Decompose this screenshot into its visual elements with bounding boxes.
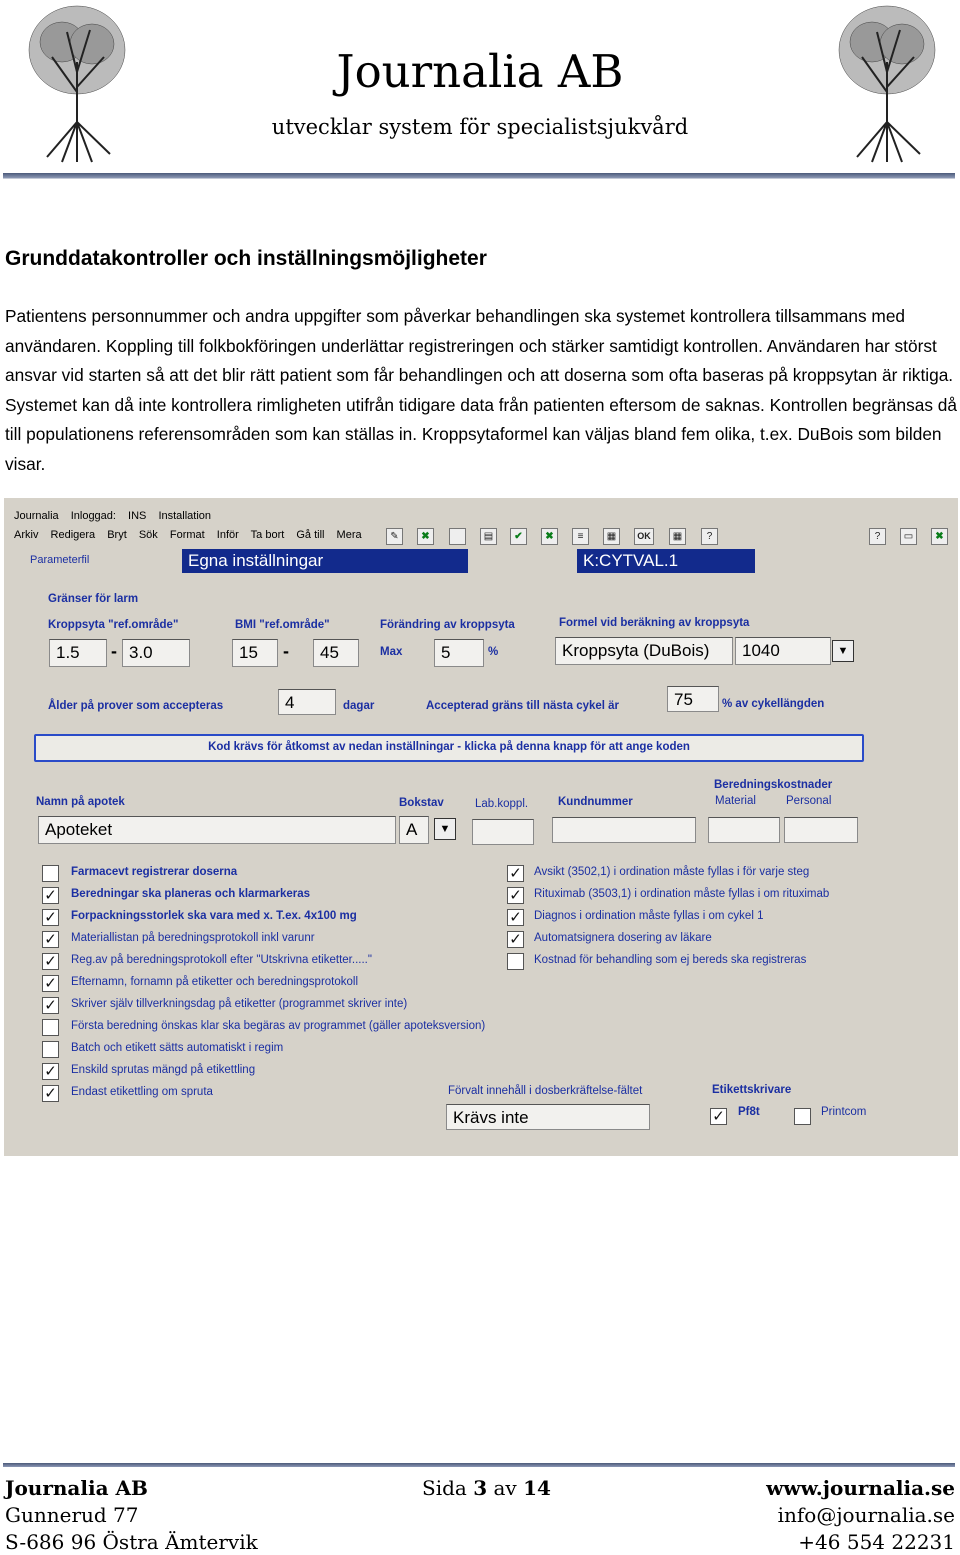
- footer-page-number: [422, 1475, 551, 1501]
- check-icon: ✓: [44, 997, 57, 1014]
- preset-content-field[interactable]: Krävs inte: [446, 1104, 650, 1130]
- left-checkbox[interactable]: [42, 931, 59, 948]
- right-checkbox-label: Avsikt (3502,1) i ordination måste fyllas i för varje steg: [534, 866, 810, 878]
- menu-bar: [14, 525, 371, 545]
- formula-select[interactable]: Kroppsyta (DuBois): [555, 637, 733, 665]
- print-icon[interactable]: ▤: [480, 528, 497, 545]
- header-rule: [3, 173, 955, 178]
- material-label: Material: [715, 795, 756, 807]
- settings-screenshot: [4, 498, 958, 1156]
- lab-link-field[interactable]: [472, 819, 534, 845]
- pf8t-checkbox[interactable]: [710, 1108, 727, 1125]
- minimize-icon[interactable]: ▭: [900, 528, 917, 545]
- bsa-change-field[interactable]: 5: [434, 639, 484, 667]
- app-title-bar: [14, 506, 220, 526]
- edit-icon[interactable]: ✎: [386, 528, 403, 545]
- check-icon: ✓: [509, 865, 522, 882]
- check-icon: ✓: [44, 975, 57, 992]
- help-icon-right[interactable]: ?: [869, 528, 886, 545]
- page-sep: av: [493, 1476, 517, 1500]
- lab-link-label: Lab.koppl.: [475, 798, 529, 810]
- body-paragraph: Patientens personnummer och andra uppgifter som påverkar behandlingen ska systemet kontrollera tillsammans med användaren. Koppling till folkbokföringen underlättar registreringen och stärker samtidigt kontrollen. Användaren har störst ansvar vid starten så att det blir rätt patient som får behandlingen och att doserna som ofta baseras på kroppsytan är riktiga. Systemet kan då inte kontrollera rimligheten utifrån tidigare data från patienten eftersom de saknas. Kontrollen begränsas då till populationens referensområden som kan ställas in. Kroppsytaformel kan väljas bland fem olika, t.ex. DuBois som bilden visar.: [5, 306, 957, 474]
- personal-label: Personal: [786, 795, 832, 807]
- personal-cost-field[interactable]: [784, 817, 858, 843]
- menu-arkiv[interactable]: Arkiv: [14, 529, 39, 541]
- percent-label: %: [488, 646, 499, 658]
- app-name: Journalia: [14, 510, 59, 522]
- page-current: 3: [473, 1476, 488, 1500]
- right-checkbox-label: Rituximab (3503,1) i ordination måste fyllas i om rituximab: [534, 888, 830, 900]
- max-label: Max: [380, 646, 403, 658]
- left-checkbox[interactable]: [42, 1063, 59, 1080]
- check-icon: ✓: [44, 1063, 57, 1080]
- cycle-length-label: % av cykellängden: [722, 698, 825, 710]
- check-icon: ✓: [712, 1108, 725, 1125]
- close-icon[interactable]: ✖: [931, 528, 948, 545]
- right-checkbox[interactable]: [507, 931, 524, 948]
- left-checkbox[interactable]: [42, 1085, 59, 1102]
- param-code-bar: K:CYTVAL.1: [577, 549, 755, 573]
- right-checkbox[interactable]: [507, 953, 524, 970]
- sample-age-label: Ålder på prover som accepteras: [48, 700, 224, 712]
- left-checkbox-label: Batch och etikett sätts automatiskt i regim: [71, 1042, 284, 1054]
- footer-website[interactable]: www.journalia.se: [766, 1476, 955, 1500]
- formula-label: Formel vid beräkning av kroppsyta: [559, 617, 750, 629]
- help-icon[interactable]: ?: [701, 528, 718, 545]
- user-code: INS: [128, 510, 147, 522]
- bsa-range-label: Kroppsyta "ref.område": [48, 619, 179, 631]
- label-printer-heading: Etikettskrivare: [712, 1084, 792, 1096]
- range-dash: -: [283, 641, 289, 661]
- footer-company: Journalia AB: [5, 1476, 148, 1500]
- ok-button[interactable]: OK: [634, 528, 654, 545]
- pharmacy-label: Namn på apotek: [36, 796, 125, 808]
- bmi-min-field[interactable]: 15: [232, 639, 278, 667]
- footer-street: Gunnerud 77: [5, 1503, 139, 1527]
- left-checkbox[interactable]: [42, 909, 59, 926]
- param-file-label: Parameterfil: [30, 554, 90, 566]
- grid-icon[interactable]: ▦: [669, 528, 686, 545]
- param-title-bar: Egna inställningar: [182, 549, 468, 573]
- check-icon: ✓: [44, 931, 57, 948]
- footer-phone: +46 554 22231: [798, 1530, 955, 1554]
- left-checkbox[interactable]: [42, 953, 59, 970]
- days-label: dagar: [343, 700, 375, 712]
- left-checkbox[interactable]: [42, 997, 59, 1014]
- left-checkbox-label: Materiallistan på beredningsprotokoll inkl varunr: [71, 932, 315, 944]
- menu-ta-bort[interactable]: Ta bort: [250, 529, 285, 541]
- customer-number-field[interactable]: [552, 817, 696, 843]
- page-prefix: Sida: [422, 1476, 467, 1500]
- range-dash: -: [111, 641, 117, 661]
- bsa-change-label: Förändring av kroppsyta: [380, 619, 515, 631]
- check-icon: ✓: [44, 1085, 57, 1102]
- menu-sok[interactable]: Sök: [138, 529, 158, 541]
- printcom-label: Printcom: [821, 1106, 867, 1118]
- footer-city: S-686 96 Östra Ämtervik: [5, 1530, 258, 1554]
- left-checkbox-label: Skriver själv tillverkningsdag på etiketter (programmet skriver inte): [71, 998, 408, 1010]
- logged-in-label: Inloggad:: [70, 510, 116, 522]
- settings-panel: [10, 545, 956, 1156]
- left-checkbox-label: Efternamn, fornamn på etiketter och beredningsprotokoll: [71, 976, 359, 988]
- company-title: Journalia AB: [336, 45, 624, 98]
- company-subtitle: utvecklar system för specialistsjukvård: [271, 115, 689, 139]
- letter-label: Bokstav: [399, 797, 444, 809]
- right-checkbox[interactable]: [507, 887, 524, 904]
- formula-code-field: 1040: [735, 637, 831, 665]
- preset-content-label: Förvalt innehåll i dosberkräftelse-fältet: [448, 1085, 643, 1097]
- limits-heading: Gränser för larm: [48, 593, 139, 605]
- accepted-limit-field[interactable]: 75: [667, 686, 719, 712]
- right-checkbox-label: Diagnos i ordination måste fyllas i om cykel 1: [534, 910, 764, 922]
- bsa-max-field[interactable]: 3.0: [122, 639, 190, 667]
- pf8t-label: Pf8t: [738, 1106, 760, 1118]
- right-checkbox[interactable]: [507, 909, 524, 926]
- right-checkbox-label: Kostnad för behandling som ej bereds ska registreras: [534, 954, 807, 966]
- right-checkbox-label: Automatsignera dosering av läkare: [534, 932, 712, 944]
- close-record-icon[interactable]: ✖: [417, 528, 434, 545]
- page-total: 14: [523, 1476, 551, 1500]
- left-checkbox-label: Beredningar ska planeras och klarmarkeras: [71, 888, 311, 900]
- left-checkbox-label: Forpackningsstorlek ska vara med x. T.ex. 4x100 mg: [71, 910, 357, 922]
- check-icon[interactable]: ✔: [510, 528, 527, 545]
- bmi-range-label: BMI "ref.område": [235, 619, 330, 631]
- left-checkbox-label: Första beredning önskas klar ska begäras av programmet (gäller apoteksversion): [71, 1020, 486, 1032]
- menu-format[interactable]: Format: [169, 529, 205, 541]
- letter-select[interactable]: A: [399, 816, 429, 844]
- chevron-down-icon[interactable]: ▼: [832, 640, 854, 662]
- list-icon[interactable]: ≡: [572, 528, 589, 545]
- left-checkbox[interactable]: [42, 1041, 59, 1058]
- menu-redigera[interactable]: Redigera: [50, 529, 96, 541]
- bmi-max-field[interactable]: 45: [313, 639, 359, 667]
- bsa-min-field[interactable]: 1.5: [49, 639, 107, 667]
- material-cost-field[interactable]: [708, 817, 780, 843]
- cancel-icon[interactable]: ✖: [541, 528, 558, 545]
- accepted-limit-label: Accepterad gräns till nästa cykel är: [426, 700, 620, 712]
- check-icon: ✓: [509, 887, 522, 904]
- left-checkbox-label: Endast etikettling om spruta: [71, 1086, 213, 1098]
- footer-email[interactable]: info@journalia.se: [777, 1503, 955, 1527]
- section-heading: Grunddatakontroller och inställningsmöjligheter: [5, 247, 487, 270]
- left-checkbox[interactable]: [42, 865, 59, 882]
- pharmacy-field[interactable]: Apoteket: [38, 816, 396, 844]
- chevron-down-icon[interactable]: ▼: [434, 818, 456, 840]
- left-checkbox[interactable]: [42, 975, 59, 992]
- check-icon: ✓: [509, 909, 522, 926]
- check-icon: ✓: [44, 887, 57, 904]
- check-icon: ✓: [509, 931, 522, 948]
- check-icon: ✓: [44, 953, 57, 970]
- module-name: Installation: [158, 510, 212, 522]
- menu-bryt[interactable]: Bryt: [107, 529, 127, 541]
- right-checkbox[interactable]: [507, 865, 524, 882]
- left-checkbox[interactable]: [42, 887, 59, 904]
- footer-rule: [3, 1463, 955, 1467]
- customer-number-label: Kundnummer: [558, 796, 633, 808]
- sample-age-field[interactable]: 4: [278, 689, 336, 715]
- check-icon: ✓: [44, 909, 57, 926]
- menu-ga-till[interactable]: Gå till: [296, 529, 325, 541]
- left-checkbox-label: Enskild sprutas mängd på etikettling: [71, 1064, 256, 1076]
- left-checkbox[interactable]: [42, 1019, 59, 1036]
- printcom-checkbox[interactable]: [794, 1108, 811, 1125]
- left-checkbox-label: Farmacevt registrerar doserna: [71, 866, 238, 878]
- blank-icon[interactable]: [449, 528, 466, 545]
- menu-infor[interactable]: Inför: [216, 529, 239, 541]
- left-checkbox-label: Reg.av på beredningsprotokoll efter "Utskrivna etiketter.....": [71, 954, 372, 966]
- menu-mera[interactable]: Mera: [336, 529, 362, 541]
- table-icon[interactable]: ▦: [603, 528, 620, 545]
- prep-costs-label: Beredningskostnader: [714, 779, 833, 791]
- code-access-button[interactable]: Kod krävs för åtkomst av nedan inställningar - klicka på denna knapp för att ange koden: [34, 734, 864, 762]
